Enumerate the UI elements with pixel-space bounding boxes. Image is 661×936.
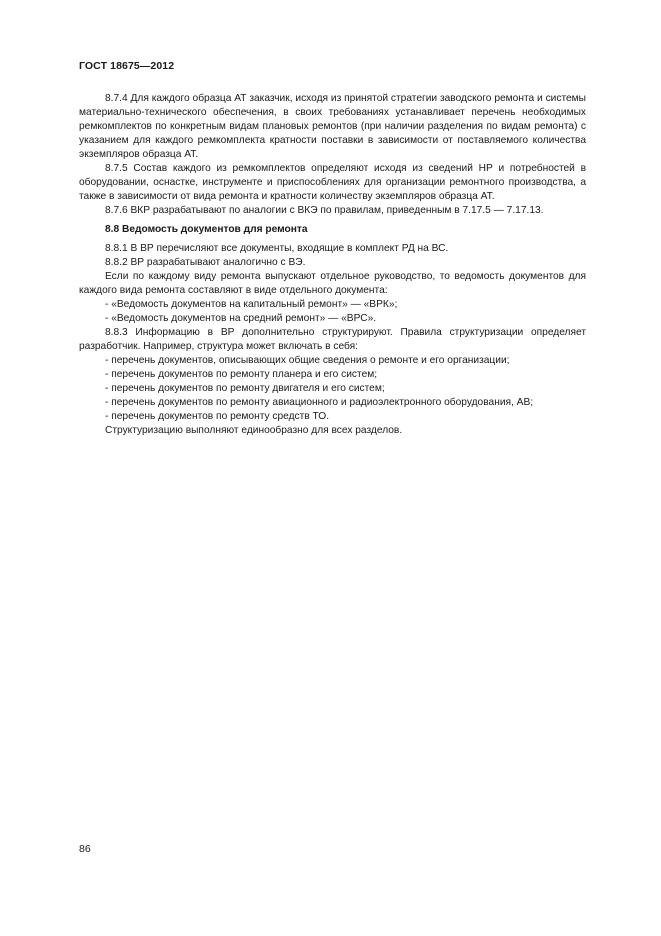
paragraph-8-8-3: 8.8.3 Информацию в ВР дополнительно структурируют. Правила структуризации определяет разработчик. Например, структура может включать в себя: (79, 327, 586, 352)
paragraph-structurization: Структуризацию выполняют единообразно для всех разделов. (105, 425, 403, 436)
list-item: - перечень документов по ремонту авиационного и радиоэлектронного оборудования, АВ; (105, 397, 534, 408)
list-item: - перечень документов по ремонту двигателя и его систем; (105, 383, 385, 394)
paragraph-8-8-1: 8.8.1 В ВР перечисляют все документы, входящие в комплект РД на ВС. (105, 243, 449, 254)
list-item: - перечень документов, описывающих общие сведения о ремонте и его организации; (105, 355, 510, 366)
paragraph-8-7-5: 8.7.5 Состав каждого из ремкомплектов определяют исходя из сведений НР и потребностей в оборудовании, оснастке, инструменте и приспособлениях для организации ремонтного производства, а также в зависимости от вида ремонта и кратности количеству экземпляров образца АТ. (79, 163, 586, 202)
list-item: - «Ведомость документов на капитальный ремонт» — «ВРК»; (105, 299, 398, 310)
paragraph-8-8-2: 8.8.2 ВР разрабатывают аналогично с ВЭ. (105, 257, 306, 268)
section-title-8-8: 8.8 Ведомость документов для ремонта (105, 224, 308, 235)
list-item: - перечень документов по ремонту планера и его систем; (105, 369, 378, 380)
paragraph-8-7-4: 8.7.4 Для каждого образца АТ заказчик, исходя из принятой стратегии заводского ремонта и системы материально-технического обеспечения, в своих требованиях устанавливает перечень необходимых ремкомплектов по конкретным видам плановых ремонтов (при наличии разделения по видам ремонта) с указанием для каждого ремкомплекта кратности поставки в зависимости от поставляемого количества экземпляров образца АТ. (79, 93, 586, 160)
page-number: 86 (79, 843, 91, 855)
paragraph-8-7-6: 8.7.6 ВКР разрабатывают по аналогии с ВКЭ по правилам, приведенным в 7.17.5 — 7.17.13. (105, 205, 544, 216)
list-item: - перечень документов по ремонту средств ТО. (105, 411, 330, 422)
list-item: - «Ведомость документов на средний ремонт» — «ВРС». (105, 313, 377, 324)
paragraph-separate-guides: Если по каждому виду ремонта выпускают отдельное руководство, то ведомость документов для каждого вида ремонта составляют в виде отдельного документа: (79, 271, 586, 296)
document-body (79, 92, 586, 438)
document-header: ГОСТ 18675—2012 (79, 60, 175, 72)
